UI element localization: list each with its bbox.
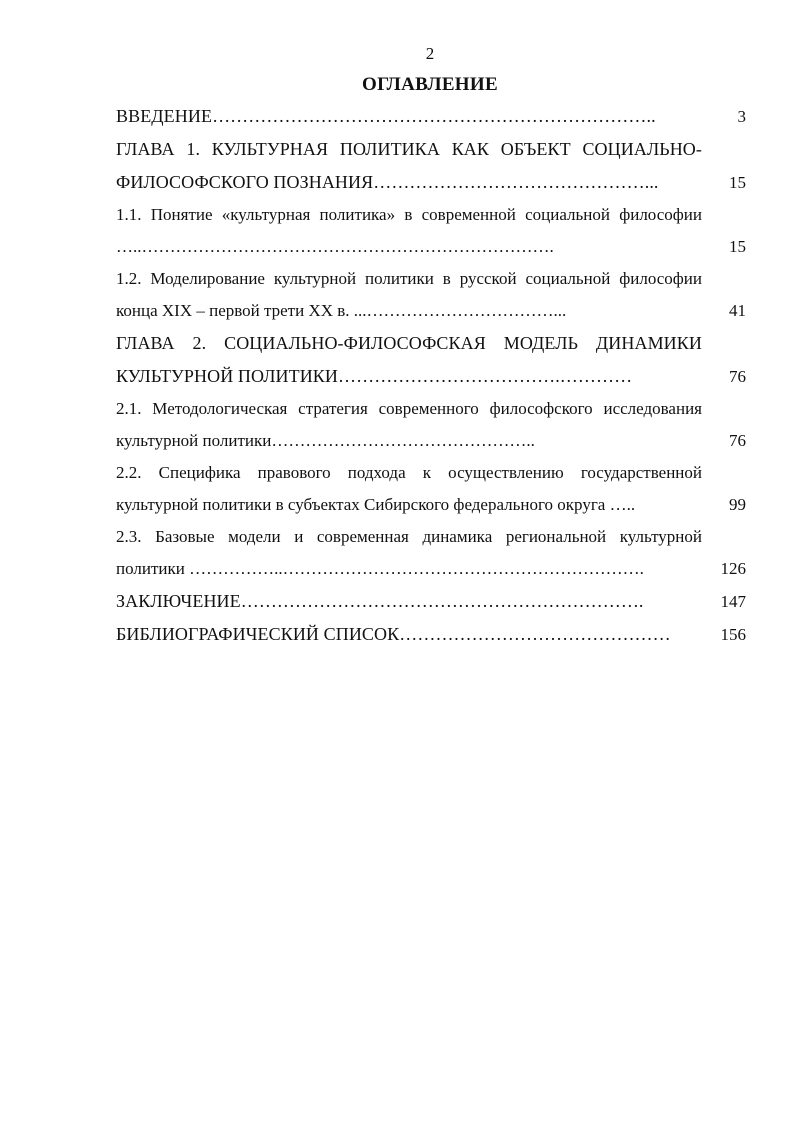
toc-title: ОГЛАВЛЕНИЕ [362, 74, 498, 95]
toc-entry-page: 3 [737, 107, 746, 126]
toc-entry-chapter-1 [116, 133, 746, 199]
toc-entry-text: 2.2. Специфика правового подхода к осуществлению государственной культурной политики в субъектах Сибирского федерального округа ….. [116, 463, 702, 514]
toc-entry-section-2-1 [116, 393, 746, 457]
toc-entry-text: 2.3. Базовые модели и современная динамика региональной культурной политики ……………..………………………………………………………. [116, 527, 702, 578]
toc-entry-page: 99 [729, 495, 746, 514]
toc-entry-text: 1.1. Понятие «культурная политика» в современной социальной философии …..………………………………………………………………. [116, 205, 702, 256]
toc-entry-text: 1.2. Моделирование культурной политики в русской социальной философии конца XIX – первой трети XX в. ...……………………………... [116, 269, 702, 320]
toc-entry-section-1-2 [116, 263, 746, 327]
toc-entry-bibliography [116, 618, 746, 651]
table-of-contents [116, 100, 746, 651]
toc-entry-section-2-3 [116, 521, 746, 585]
toc-entry-text: ВВЕДЕНИЕ……………………………………………………………….. [116, 106, 656, 126]
toc-entry-text: ЗАКЛЮЧЕНИЕ…………………………………………………………. [116, 591, 644, 611]
toc-entry-text: БИБЛИОГРАФИЧЕСКИЙ СПИСОК……………………………………… [116, 624, 671, 644]
toc-entry-page: 15 [729, 237, 746, 256]
toc-entry-page: 76 [729, 431, 746, 450]
toc-entry-section-1-1 [116, 199, 746, 263]
toc-entry-chapter-2 [116, 327, 746, 393]
toc-entry-page: 15 [729, 173, 746, 192]
toc-entry-conclusion [116, 585, 746, 618]
toc-entry-page: 76 [729, 367, 746, 386]
toc-entry-introduction [116, 100, 746, 133]
toc-entry-page: 156 [720, 625, 746, 644]
toc-entry-text: ГЛАВА 1. КУЛЬТУРНАЯ ПОЛИТИКА КАК ОБЪЕКТ СОЦИАЛЬНО-ФИЛОСОФСКОГО ПОЗНАНИЯ………………………………………... [116, 139, 702, 192]
toc-entry-page: 147 [720, 592, 746, 611]
toc-entry-text: ГЛАВА 2. СОЦИАЛЬНО-ФИЛОСОФСКАЯ МОДЕЛЬ ДИНАМИКИ КУЛЬТУРНОЙ ПОЛИТИКИ……………………………….………… [116, 333, 702, 386]
toc-entry-text: 2.1. Методологическая стратегия современного философского исследования культурной политики……………………………………….. [116, 399, 702, 450]
toc-entry-page: 41 [729, 301, 746, 320]
toc-entry-page: 126 [720, 559, 746, 578]
page-number: 2 [425, 44, 435, 63]
toc-entry-section-2-2 [116, 457, 746, 521]
